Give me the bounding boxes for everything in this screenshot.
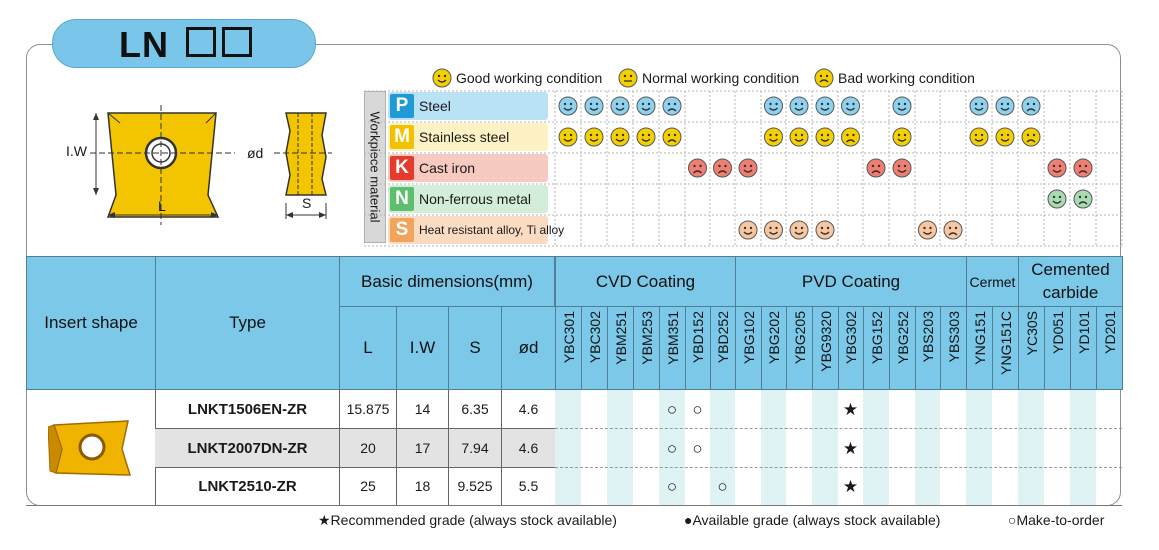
material-name: Heat resistant alloy, Ti alloy [419,223,565,237]
dimension-value: 5.5 [501,467,555,506]
material-name: Steel [419,98,451,114]
condition-face-icon [790,97,808,115]
dimension-value: 9.525 [448,467,501,506]
grade-name: YNG151 [971,311,988,365]
coating-group-header: Cermet [966,256,1019,307]
grade-column-band [863,390,889,506]
condition-face-icon [970,97,988,115]
insert-shape-header: Insert shape [26,256,156,390]
grade-header [889,306,916,390]
material-letter: P [390,94,414,118]
grade-name: YBM253 [638,311,655,365]
condition-face-icon [970,128,988,146]
coating-group-header: CVD Coating [555,256,736,307]
grade-header [992,306,1019,390]
grade-header [966,306,993,390]
dimension-value: 18 [396,467,448,506]
grade-mark: ○ [717,476,728,496]
grade-header [581,306,608,390]
grade-name: YC30S [1023,311,1040,356]
condition-face-icon [790,128,808,146]
material-row-m [388,123,548,151]
condition-face-icon [765,221,783,239]
grade-column-band [1018,390,1044,506]
grade-name: YBM351 [664,311,681,365]
material-row-s [388,216,565,244]
workpiece-material-label: Workpiece material [364,91,386,243]
grade-header [685,306,711,390]
type-cell: LNKT2510-ZR [155,467,340,506]
condition-face-icon [585,97,603,115]
material-row-p [388,92,548,120]
dimension-header: I.W [396,306,449,390]
condition-face-icon [637,128,655,146]
s-label: S [302,195,312,211]
dimension-value: 4.6 [501,429,555,468]
grade-header [863,306,890,390]
condition-face-icon [893,97,911,115]
l-label: L [158,198,166,214]
grade-header [633,306,660,390]
footnote-available: ●Available grade (always stock available) [684,512,941,528]
grade-name: YBG202 [766,311,782,364]
condition-face-icon [611,128,629,146]
type-cell: LNKT2007DN-ZR [155,429,340,468]
grade-mark: ○ [692,438,703,458]
condition-face-icon [765,97,783,115]
grade-mark: ○ [666,438,678,458]
dimension-header: S [448,306,502,390]
series-title: LN [119,24,169,65]
condition-face-icon [663,128,681,146]
grade-header [735,306,762,390]
grade-mark: ★ [842,399,859,419]
basic-dimensions-header: Basic dimensions(mm) [339,256,555,307]
material-name: Stainless steel [419,129,510,145]
dimension-value: 4.6 [501,390,555,429]
grade-name: YD101 [1075,311,1092,354]
dimension-header: ød [501,306,556,390]
grade-column-band [761,390,786,506]
condition-face-icon [816,97,834,115]
grade-name: YD201 [1101,311,1118,354]
material-letter: N [390,187,414,211]
condition-face-icon [893,128,911,146]
condition-face-icon [816,128,834,146]
dimension-header: L [339,306,397,390]
condition-face-icon [1048,190,1066,208]
footnote-make-to-order: ○Make-to-order [1008,512,1105,528]
grade-column-band [915,390,940,506]
grade-name: YBM251 [612,311,629,365]
condition-face-icon [1048,159,1066,177]
grade-column-band [812,390,838,506]
condition-face-icon [663,97,681,115]
dimension-value: 6.35 [448,390,501,429]
condition-face-icon [1022,97,1040,115]
type-header: Type [155,256,340,390]
dimension-value: 25 [339,467,396,506]
grade-header [1044,306,1071,390]
grade-name: YD051 [1049,311,1066,354]
grade-name: YBS303 [945,311,962,363]
material-letter: K [390,156,414,180]
dimension-value: 7.94 [448,429,501,468]
legend-good-label: Good working condition [456,70,603,86]
grade-header [710,306,736,390]
material-row-n [388,185,548,213]
grade-mark: ○ [666,476,678,496]
grade-name: YBS203 [920,311,936,363]
coating-group-header: Cemented carbide [1018,256,1123,307]
dimension-value: 15.875 [339,390,396,429]
grade-name: YNG151C [997,311,1014,375]
od-label: ød [247,145,264,161]
condition-face-icon [1022,128,1040,146]
condition-face-icon [585,128,603,146]
condition-face-icon [893,159,911,177]
grade-header [1096,306,1123,390]
dimension-value: 20 [339,429,396,468]
condition-face-icon [996,128,1014,146]
material-name: Non-ferrous metal [419,191,532,207]
legend-bad-label: Bad working condition [838,70,975,86]
material-row-k [388,154,548,182]
condition-face-icon [611,97,629,115]
grade-header [915,306,941,390]
material-letter: S [390,218,414,242]
material-letter: M [390,125,414,149]
grade-header [659,306,686,390]
condition-face-icon [739,159,757,177]
condition-face-icon [765,128,783,146]
grade-name: YBG205 [791,311,808,364]
condition-face-icon [842,128,860,146]
grade-name: YBD252 [715,311,731,364]
condition-face-icon [816,221,834,239]
type-cell: LNKT1506EN-ZR [155,390,340,429]
grade-header [761,306,787,390]
condition-face-icon [559,97,577,115]
grade-mark: ★ [842,476,859,496]
condition-face-icon [739,221,757,239]
grade-column-band [607,390,633,506]
condition-face-icon [842,97,860,115]
coating-group-header: PVD Coating [735,256,967,307]
grade-header [812,306,839,390]
grade-header [1070,306,1097,390]
grade-header [940,306,967,390]
grade-name: YBD152 [690,311,706,364]
insert-image-icon [48,415,134,481]
grade-name: YBG102 [740,311,757,364]
condition-face-icon [790,221,808,239]
condition-face-icon [919,221,937,239]
footnote-recommended: ★Recommended grade (always stock available) [318,512,617,528]
grade-column-band [966,390,992,506]
condition-face-icon [559,128,577,146]
grade-header [838,306,864,390]
grade-header [1018,306,1045,390]
grade-name: YBG152 [868,311,885,364]
legend-normal-label: Normal working condition [642,70,800,86]
grade-mark: ○ [666,399,678,419]
dimension-value: 14 [396,390,448,429]
grade-name: YBC301 [560,311,577,364]
condition-face-icon [944,221,962,239]
grade-header [607,306,634,390]
grade-mark: ★ [842,438,859,458]
condition-face-icon [1074,159,1092,177]
grade-name: YBG9320 [817,311,834,372]
grade-name: YBC302 [586,311,603,364]
grade-name: YBG252 [894,311,911,364]
material-name: Cast iron [419,160,476,176]
grade-name: YBG302 [843,311,859,364]
grade-column-band [1070,390,1096,506]
grade-mark: ○ [692,399,703,419]
grade-header [555,306,582,390]
table-bottom-border [26,505,1122,506]
grade-column-band [555,390,581,506]
dimension-value: 17 [396,429,448,468]
condition-face-icon [637,97,655,115]
condition-face-icon [996,97,1014,115]
grade-header [786,306,813,390]
condition-face-icon [867,159,885,177]
iw-label: I.W [66,143,87,159]
condition-face-icon [1074,190,1092,208]
condition-face-icon [689,159,707,177]
insert-shape-cell [26,390,156,506]
condition-face-icon [714,159,732,177]
